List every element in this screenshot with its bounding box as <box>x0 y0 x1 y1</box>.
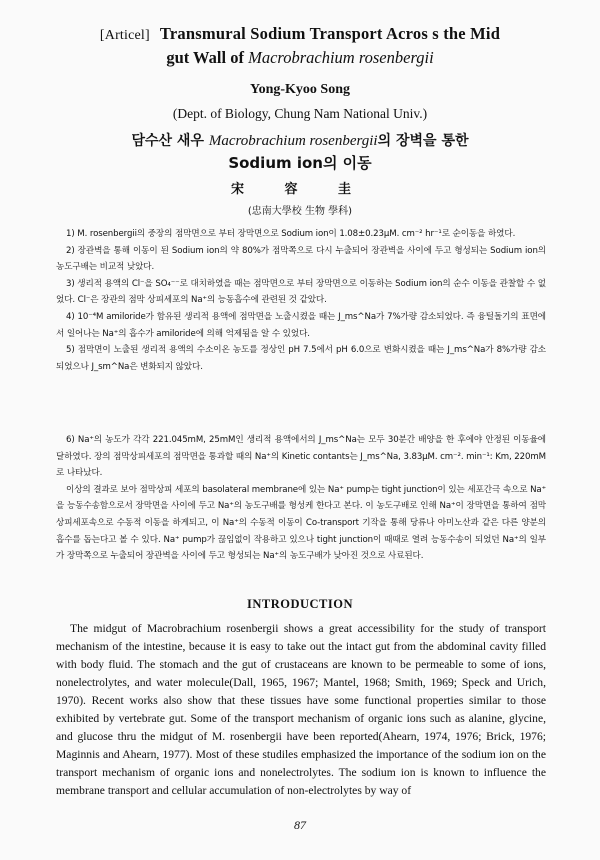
abstract-paragraph: 6) Na⁺의 농도가 각각 221.045mM, 25mM인 생리적 용액에서의 J_ms^Na는 모두 30분간 배양을 한 후에야 안정된 이동율에 달하였다. 장의 점막상피세포의 점막면을 통과할 때의 Na⁺의 Kinetic contants는 J_ms^Na, 3.83μM. cm⁻². min⁻¹: Km, 220mM로 나타났다. <box>56 435 546 479</box>
page-number: 87 <box>294 818 306 832</box>
author-name: Yong-Kyoo Song <box>250 82 350 97</box>
korean-title-species: Macrobrachium rosenbergii <box>208 133 378 149</box>
introduction-body <box>56 620 546 800</box>
korean-affiliation: (忠南大學校 生物 學科) <box>247 206 353 217</box>
abstract-paragraph: 4) 10⁻⁴M amiloride가 함유된 생리적 용액에 점막면을 노출시켰을 때는 J_ms^Na가 7%가량 감소되었다. 즉 융털돌기의 표면에서 일어나는 Na⁺의 흡수가 amiloride에 의해 억제됨을 알 수 있었다. <box>56 311 546 339</box>
abstract-paragraph: 5) 점막면이 노출된 생리적 용액의 수소이온 농도를 정상인 pH 7.5에서 pH 6.0으로 변화시켰을 때는 J_ms^Na가 8%가량 감소 되었으나 J_sm^Na은 변화되지 않았다. <box>56 345 546 372</box>
korean-title-line1 <box>0 130 600 150</box>
author-affiliation: (Dept. of Biology, Chung Nam National Univ.) <box>172 106 428 121</box>
korean-title-line2: Sodium ion의 이동 <box>228 154 372 172</box>
abstract-paragraph: 2) 장관벽을 통해 이동이 된 Sodium ion의 약 80%가 점막쪽으로 다시 누출되어 장관벽을 사이에 두고 형성되는 Sodium ion의 농도구배는 비교적 낮았다. <box>56 245 546 273</box>
title-text: Transmural Sodium Transport Acros s the Mid <box>159 24 501 43</box>
article-tag: [Articel] <box>99 28 150 43</box>
title-prefix: gut Wall of <box>166 48 244 67</box>
abstract-block-2 <box>56 432 546 565</box>
korean-author: 宋 容 圭 <box>230 182 370 197</box>
introduction-paragraph: The midgut of Macrobrachium rosenbergii shows a great accessibility for the study of transport mechanism of the intestine, because it is easy to take out the intact gut from the abdominal cavity filled with body fluid. The stomach and the gut of crustaceans are known to be permeable to some of ions, nonelectrolytes, and water molecule(Dall, 1965, 1967; Mantel, 1968; Smith, 1969; Speck and Urich, 1970). Recent works also show that these tissues have some functional properties similar to those exhibited by vertebrate gut. Some of the transport mechanism of organic ions such as alanine, glycine, and glucose thru the midgut of M. rosenbergii have been reported(Ahearn, 1974, 1976; Brick, 1976; Maginnis and Ahearn, 1977). Most of these studiles emphasized the importance of the sodium ion on the transport mechanism of organic ions and nonelectrolytes. The sodium ion is known to influence the membrane transport and cellular accumulation of non-electrolytes by way of <box>56 622 546 798</box>
abstract-paragraph: 1) M. rosenbergii의 중장의 점막면으로 부터 장막면으로 Sodium ion이 1.08±0.23μM. cm⁻² hr⁻¹로 순이동을 하였다. <box>66 229 516 239</box>
section-heading-introduction: INTRODUCTION <box>246 597 353 611</box>
english-title-line2 <box>0 48 600 68</box>
english-title-line1 <box>20 24 580 44</box>
abstract-block-1 <box>56 226 546 375</box>
abstract-paragraph: 3) 생리적 용액의 Cl⁻을 SO₄⁻⁻로 대치하였을 때는 점막면으로 부터 장막면으로 이동하는 Sodium ion의 순수 이동을 관찰할 수 없었다. Cl⁻은 장관의 점막 상피세포의 Na⁺의 능동흡수에 관련된 것 같았다. <box>56 278 546 306</box>
species-name: Macrobrachium rosenbergii <box>248 48 434 67</box>
korean-title-suffix: 의 장벽을 통한 <box>377 133 469 149</box>
korean-title-prefix: 담수산 새우 <box>131 133 204 149</box>
abstract-paragraph: 이상의 결과로 보아 점막상피 세포의 basolateral membrane에 있는 Na⁺ pump는 tight junction이 있는 세포간극 속으로 Na⁺을 능동수송함으로서 장막면을 사이에 두고 Na⁺의 농도구배를 형성케 한다고 본다. 이 농도구배로 인해 Na⁺이 장막면을 통하여 점막상피세포속으로 수동적 이동을 하게되고, 이 Na⁺의 수동적 이동이 Co-transport 기작을 통해 당류나 아미노산과 같은 다른 양분의 흡수를 돕는다고 볼 수 있다. Na⁺ pump가 끊임없이 작용하고 있으나 tight junction이 때때로 열려 능동수송이 되었던 Na⁺의 일부가 장막쪽으로 누출되어 장관벽을 사이에 두고 형성되는 Na⁺의 농도구배가 낮아진 것으로 사료된다. <box>56 484 546 562</box>
